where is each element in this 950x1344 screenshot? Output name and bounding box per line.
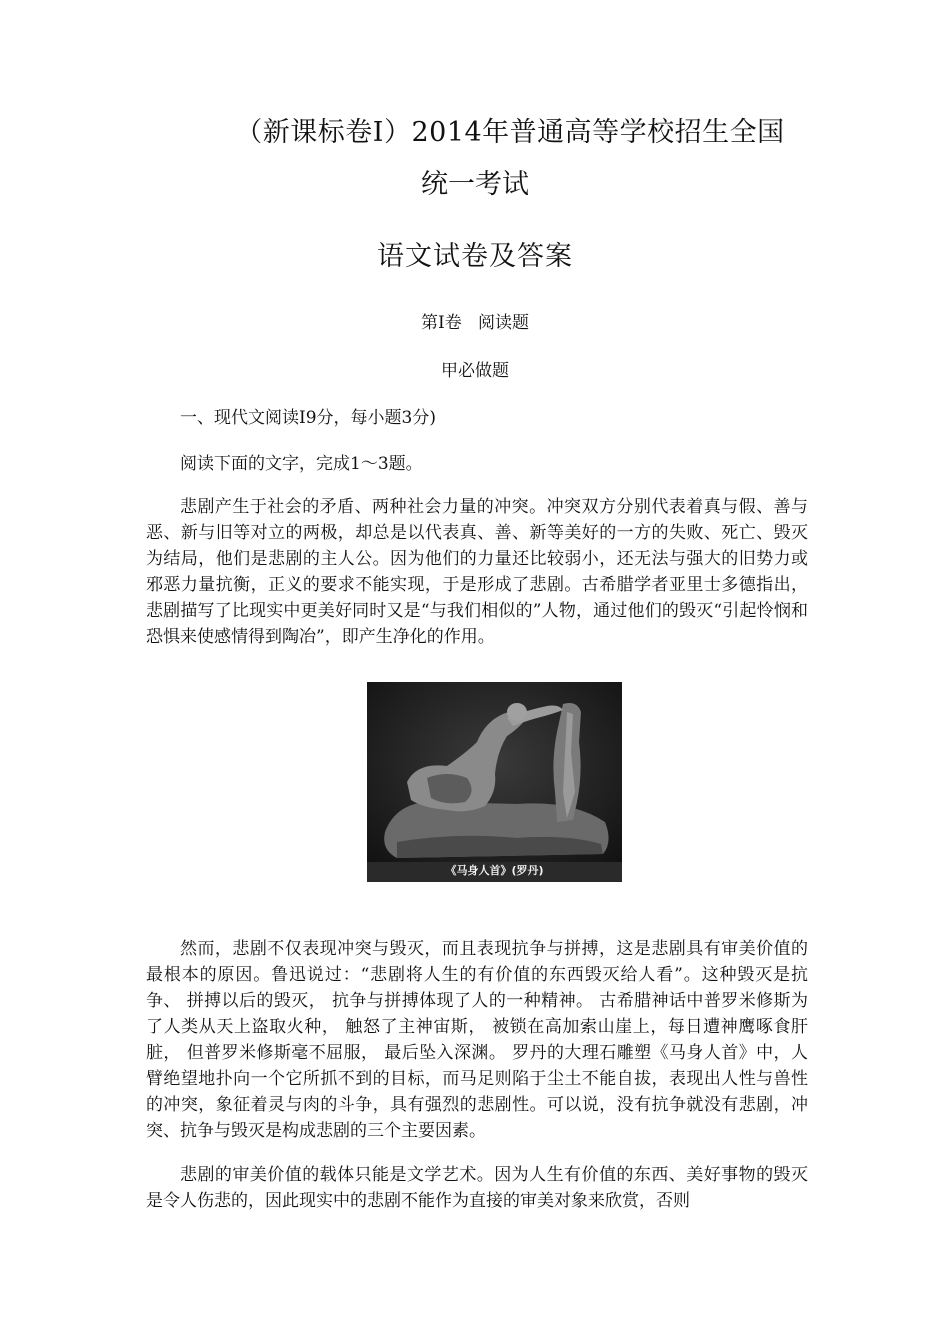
paragraph-3-text: 悲剧的审美价值的载体只能是文学艺术。因为人生有价值的东西、美好事物的毁灭是令人伤悲的，因此现实中的悲剧不能作为直接的审美对象来欣赏，否则 bbox=[146, 1165, 808, 1211]
title-line-1 bbox=[0, 110, 950, 149]
question-heading bbox=[146, 406, 806, 430]
sub-heading: 甲必做题 bbox=[441, 361, 509, 381]
sculpture-photo bbox=[367, 682, 622, 882]
paragraph-3 bbox=[146, 1162, 808, 1214]
figure-caption: 《马身人首》(罗丹) bbox=[445, 864, 544, 877]
paragraph-1 bbox=[146, 494, 808, 650]
title-line-1-text: （新课标卷Ⅰ）2014年普通高等学校招生全国 bbox=[235, 117, 785, 148]
instruction bbox=[146, 452, 806, 476]
question-heading-text: 一、现代文阅读Ⅰ9分，每小题3分) bbox=[180, 408, 436, 428]
instruction-text: 阅读下面的文字，完成1～3题。 bbox=[180, 454, 423, 474]
document-title: 语文试卷及答案 bbox=[377, 241, 573, 272]
title-line-2: 统一考试 bbox=[421, 169, 529, 200]
part-heading: 第Ⅰ卷 阅读题 bbox=[421, 313, 529, 333]
sculpture-image bbox=[367, 682, 622, 882]
paragraph-1-text: 悲剧产生于社会的矛盾、两种社会力量的冲突。冲突双方分别代表着真与假、善与恶、新与旧等对立的两极，却总是以代表真、善、新等美好的一方的失败、死亡、毁灭为结局，他们是悲剧的主人公。因为他们的力量还比较弱小，还无法与强大的旧势力或邪恶力量抗衡，正义的要求不能实现，于是形成了悲剧。古希腊学者亚里士多德指出，悲剧描写了比现实中更美好同时又是“与我们相似的”人物，通过他们的毁灭“引起怜悯和恐惧来使感情得到陶冶”，即产生净化的作用。 bbox=[146, 497, 808, 647]
paragraph-2-text: 然而，悲剧不仅表现冲突与毁灭，而且表现抗争与拼搏，这是悲剧具有审美价值的最根本的原因。鲁迅说过：“悲剧将人生的有价值的东西毁灭给人看”。这种毁灭是抗争、 拼搏以后的毁灭， 抗争与拼搏体现了人的一种精神。 古希腊神话中普罗米修斯为了人类从天上盗取火种， 触怒了主神宙斯， 被锁在高加索山崖上，每日遭神鹰啄食肝脏， 但普罗米修斯毫不屈服， 最后坠入深渊。 罗丹的大理石雕塑《马身人首》中，人臂绝望地扑向一个它所抓不到的目标，而马足则陷于尘土不能自拔，表现出人性与兽性的冲突，象征着灵与肉的斗争，具有强烈的悲剧性。可以说，没有抗争就没有悲剧，冲突、抗争与毁灭是构成悲剧的三个主要因素。 bbox=[146, 939, 808, 1141]
paragraph-2 bbox=[146, 936, 808, 1144]
